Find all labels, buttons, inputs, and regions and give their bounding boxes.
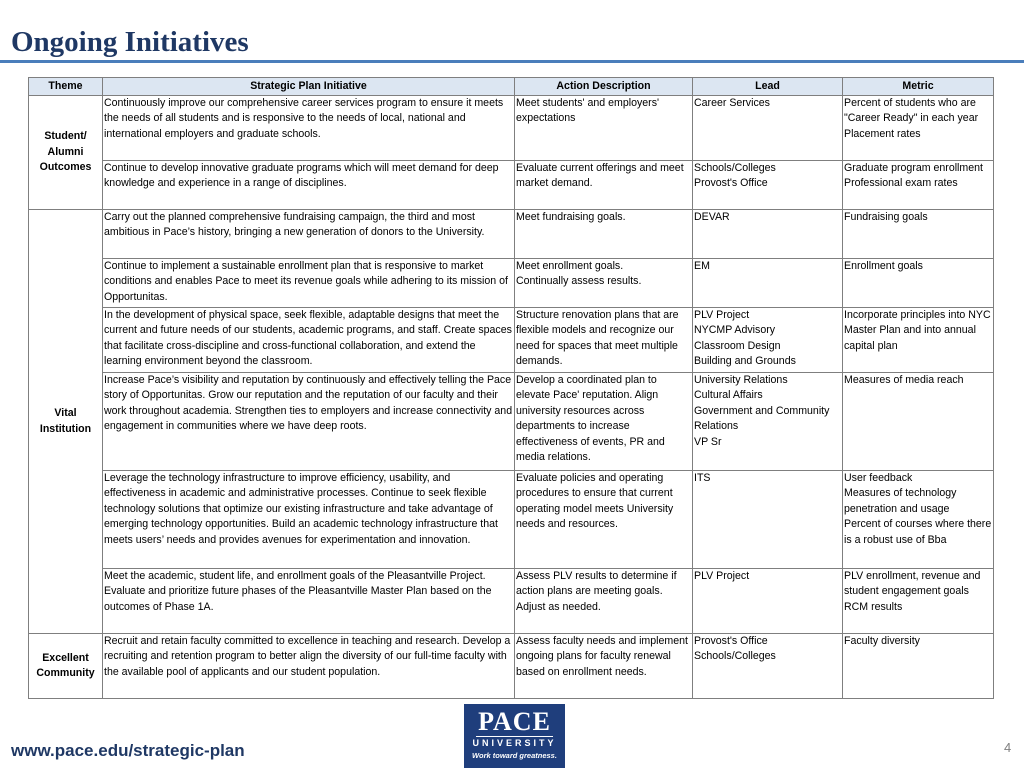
cell-action: Evaluate current offerings and meet market demand. [515, 161, 693, 210]
cell-action: Assess PLV results to determine if action plans are meeting goals. Adjust as needed. [515, 569, 693, 634]
cell-lead: University Relations Cultural Affairs Government and Community Relations VP Sr [693, 373, 843, 471]
cell-metric: Percent of students who are "Career Ready" in each year Placement rates [843, 96, 994, 161]
cell-metric: Measures of media reach [843, 373, 994, 471]
cell-initiative: Carry out the planned comprehensive fundraising campaign, the third and most ambitious in Pace’s history, bringing a new generation of donors to the University. [103, 210, 515, 259]
cell-action: Structure renovation plans that are flexible models and recognize our need for spaces that meet multiple demands. [515, 308, 693, 373]
table-row [29, 569, 994, 634]
cell-metric: PLV enrollment, revenue and student engagement goals RCM results [843, 569, 994, 634]
cell-initiative: Meet the academic, student life, and enrollment goals of the Pleasantville Project. Evaluate and prioritize future phases of the Pleasantville Master Plan based on the outcomes of Phase 1A. [103, 569, 515, 634]
cell-lead: ITS [693, 471, 843, 569]
cell-lead: EM [693, 259, 843, 308]
cell-metric: Incorporate principles into NYC Master Plan and into annual capital plan [843, 308, 994, 373]
cell-initiative: Increase Pace’s visibility and reputation by continuously and effectively telling the Pace story of Opportunitas. Grow our reputation and the reputation of our faculty and their work throughout academia. Strengthen ties to employers and increase connectivity and engagement in communities where we have deep roots. [103, 373, 515, 471]
header-initiative: Strategic Plan Initiative [103, 78, 515, 96]
theme-vital-institution: Vital Institution [29, 210, 103, 634]
cell-lead: PLV Project NYCMP Advisory Classroom Design Building and Grounds [693, 308, 843, 373]
cell-initiative: Continuously improve our comprehensive career services program to ensure it meets the needs of all students and is responsive to the needs of local, national and international employers and graduate schools. [103, 96, 515, 161]
cell-action: Meet enrollment goals. Continually assess results. [515, 259, 693, 308]
cell-lead: PLV Project [693, 569, 843, 634]
table-row [29, 471, 994, 569]
cell-action: Evaluate policies and operating procedures to ensure that current operating model meets University needs and resources. [515, 471, 693, 569]
cell-initiative: Continue to implement a sustainable enrollment plan that is responsive to market conditions and enables Pace to meet its revenue goals while adhering to its mission of Opportunitas. [103, 259, 515, 308]
table-row [29, 308, 994, 373]
theme-student-alumni-outcomes: Student/ Alumni Outcomes [29, 96, 103, 210]
cell-action: Develop a coordinated plan to elevate Pace' reputation. Align university resources across departments to increase effectiveness of events, PR and media relations. [515, 373, 693, 471]
logo-tagline: Work toward greatness. [472, 751, 557, 760]
footer-url[interactable]: www.pace.edu/strategic-plan [11, 741, 245, 760]
table-header-row [29, 78, 994, 96]
cell-action: Meet students' and employers' expectations [515, 96, 693, 161]
cell-action: Assess faculty needs and implement ongoing plans for faculty renewal based on enrollment needs. [515, 634, 693, 699]
header-lead: Lead [693, 78, 843, 96]
table-row [29, 161, 994, 210]
cell-metric: User feedback Measures of technology penetration and usage Percent of courses where there is a robust use of Bba [843, 471, 994, 569]
cell-initiative: In the development of physical space, seek flexible, adaptable designs that meet the current and future needs of our students, academic programs, and staff. Create spaces that facilitate cross-discipline and cross-functional collaboration, and extend the learning environment beyond the classroom. [103, 308, 515, 373]
header-theme: Theme [29, 78, 103, 96]
cell-lead: Schools/Colleges Provost's Office [693, 161, 843, 210]
table-row [29, 634, 994, 699]
cell-initiative: Recruit and retain faculty committed to excellence in teaching and research. Develop a recruiting and retention program to better align the diversity of our full-time faculty with the available pool of applicants and our student population. [103, 634, 515, 699]
page-title: Ongoing Initiatives [11, 26, 249, 58]
header-action: Action Description [515, 78, 693, 96]
cell-metric: Enrollment goals [843, 259, 994, 308]
page-number: 4 [1004, 740, 1012, 755]
cell-lead: Career Services [693, 96, 843, 161]
cell-lead: Provost's Office Schools/Colleges [693, 634, 843, 699]
cell-metric: Faculty diversity [843, 634, 994, 699]
initiatives-table [28, 77, 994, 699]
table-row [29, 259, 994, 308]
cell-action: Meet fundraising goals. [515, 210, 693, 259]
theme-excellent-community: Excellent Community [29, 634, 103, 699]
cell-initiative: Continue to develop innovative graduate programs which will meet demand for deep knowledge and experience in a range of disciplines. [103, 161, 515, 210]
logo-subtitle: UNIVERSITY [472, 738, 557, 748]
cell-lead: DEVAR [693, 210, 843, 259]
header-metric: Metric [843, 78, 994, 96]
table-row [29, 373, 994, 471]
cell-initiative: Leverage the technology infrastructure to improve efficiency, usability, and effectiveness in academic and administrative processes. Continue to seek flexible technology solutions that optimize our existing infrastructure and take advantage of emerging technology opportunities. Build an academic technology infrastructure that meets users’ needs and provides avenues for experimentation and innovation. [103, 471, 515, 569]
cell-metric: Fundraising goals [843, 210, 994, 259]
logo-wordmark: PACE [478, 707, 551, 736]
pace-university-logo [464, 704, 565, 768]
title-divider [0, 60, 1024, 63]
cell-metric: Graduate program enrollment Professional exam rates [843, 161, 994, 210]
table-row [29, 210, 994, 259]
table-row [29, 96, 994, 161]
